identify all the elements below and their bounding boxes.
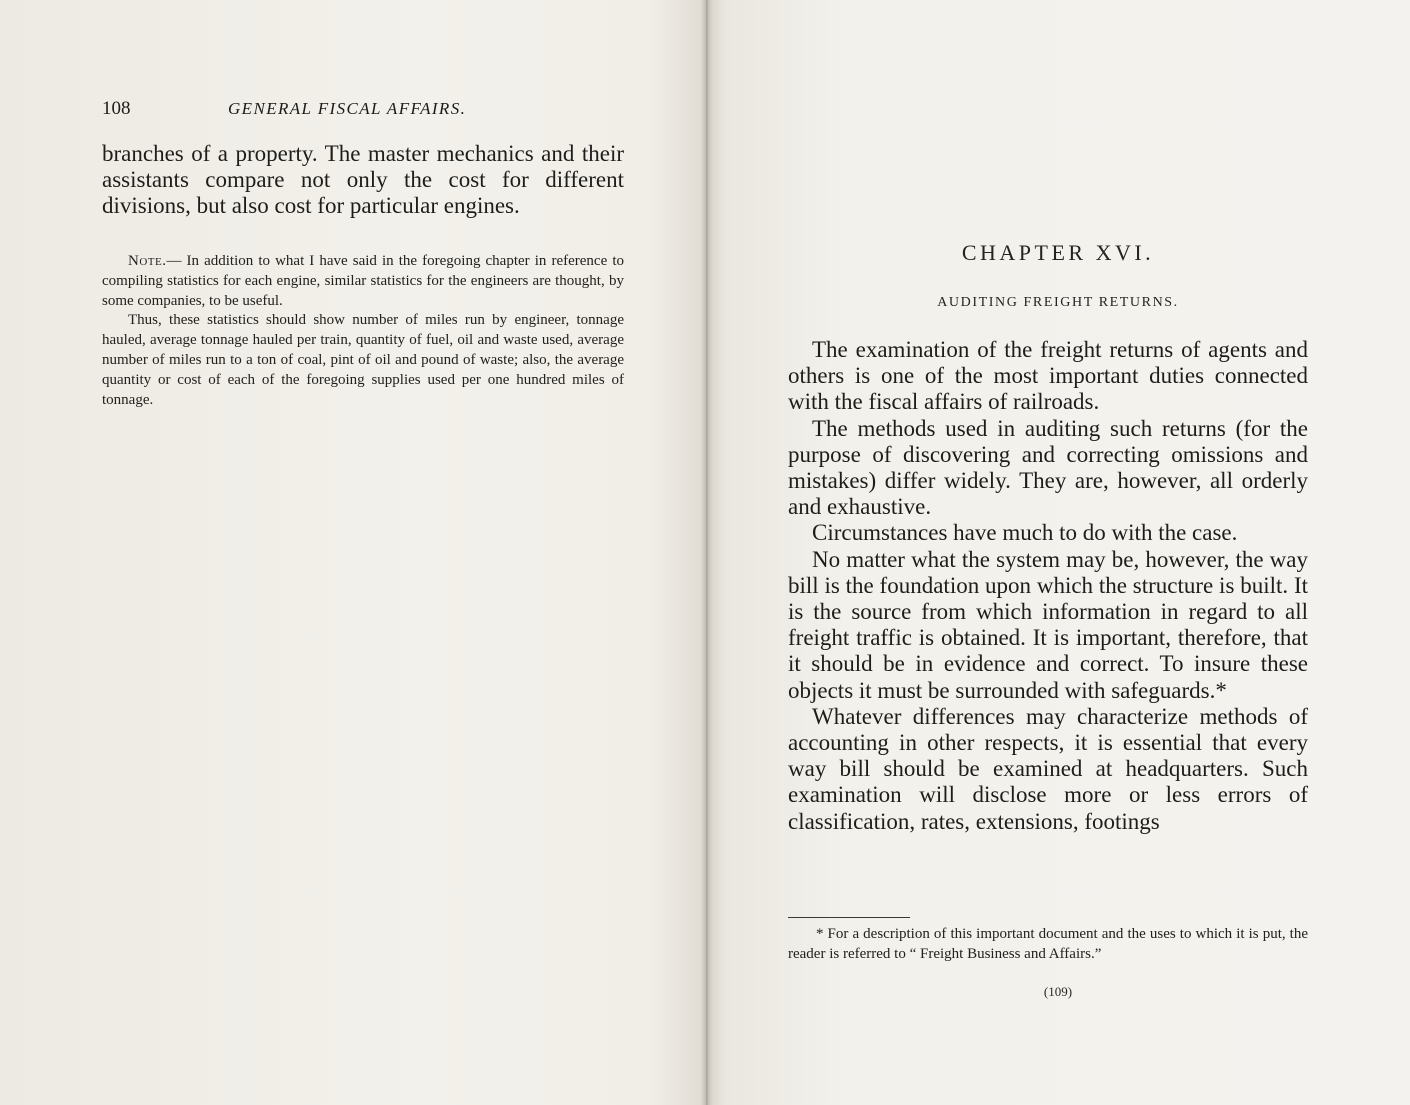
footnote-rule [788, 917, 910, 918]
chapter-subtitle: AUDITING FREIGHT RETURNS. [937, 295, 1179, 310]
body-paragraph: Whatever differences may characterize methods of accounting in other respects, it is essential that every way bill should be examined at headquarters. Such examination will disclose more or less errors of classification, rates, extensions, footings [788, 703, 1308, 834]
body-paragraph: The examination of the freight returns of agents and others is one of the most important duties connected with the fiscal affairs of railroads. [788, 337, 1308, 415]
running-head [102, 98, 624, 126]
body-paragraph: Circumstances have much to do with the case. [812, 520, 1238, 546]
continued-paragraph [102, 141, 624, 220]
note-paragraph [102, 252, 624, 311]
chapter-title: CHAPTER XVI. [961, 240, 1155, 265]
page-number-left: 108 [102, 98, 131, 119]
left-page [0, 0, 704, 1105]
running-title: GENERAL FISCAL AFFAIRS. [228, 99, 467, 118]
footnote-text: * For a description of this important document and the uses to which it is put, the reader is referred to “ Freight Business and Affairs.” [788, 926, 1308, 962]
note-paragraph-2: Thus, these statistics should show number of miles run by engineer, tonnage hauled, average tonnage hauled per train, quantity of fuel, oil and waste used, average number of miles run to a ton of coal, pint of oil and pound of waste; also, the average quantity or cost of each of the foregoing supplies used per one hundred miles of tonnage. [102, 312, 624, 408]
note-block [102, 252, 624, 410]
right-page [706, 0, 1410, 1105]
footnote [788, 924, 1308, 964]
paragraph-text: branches of a property. The master mechanics and their assistants compare not only the cost for different divisions, but also cost for particular engines. [102, 141, 624, 219]
note-text: — In addition to what I have said in the foregoing chapter in reference to compiling statistics for each engine, similar statistics for the engineers are thought, by some companies, to be useful. [102, 253, 624, 309]
body-paragraph: The methods used in auditing such returns (for the purpose of discovering and correcting omissions and mistakes) differ widely. They are, however, all orderly and exhaustive. [788, 415, 1308, 520]
page-number-right: (109) [1043, 984, 1073, 999]
body-paragraph: No matter what the system may be, however, the way bill is the foundation upon which the structure is built. It is the source from which information in regard to all freight traffic is obtained. It is important, therefore, that it should be in evidence and correct. To insure these objects it must be surrounded with safeguards.* [788, 546, 1308, 703]
chapter-body [788, 337, 1308, 835]
note-label: Note. [128, 253, 167, 269]
